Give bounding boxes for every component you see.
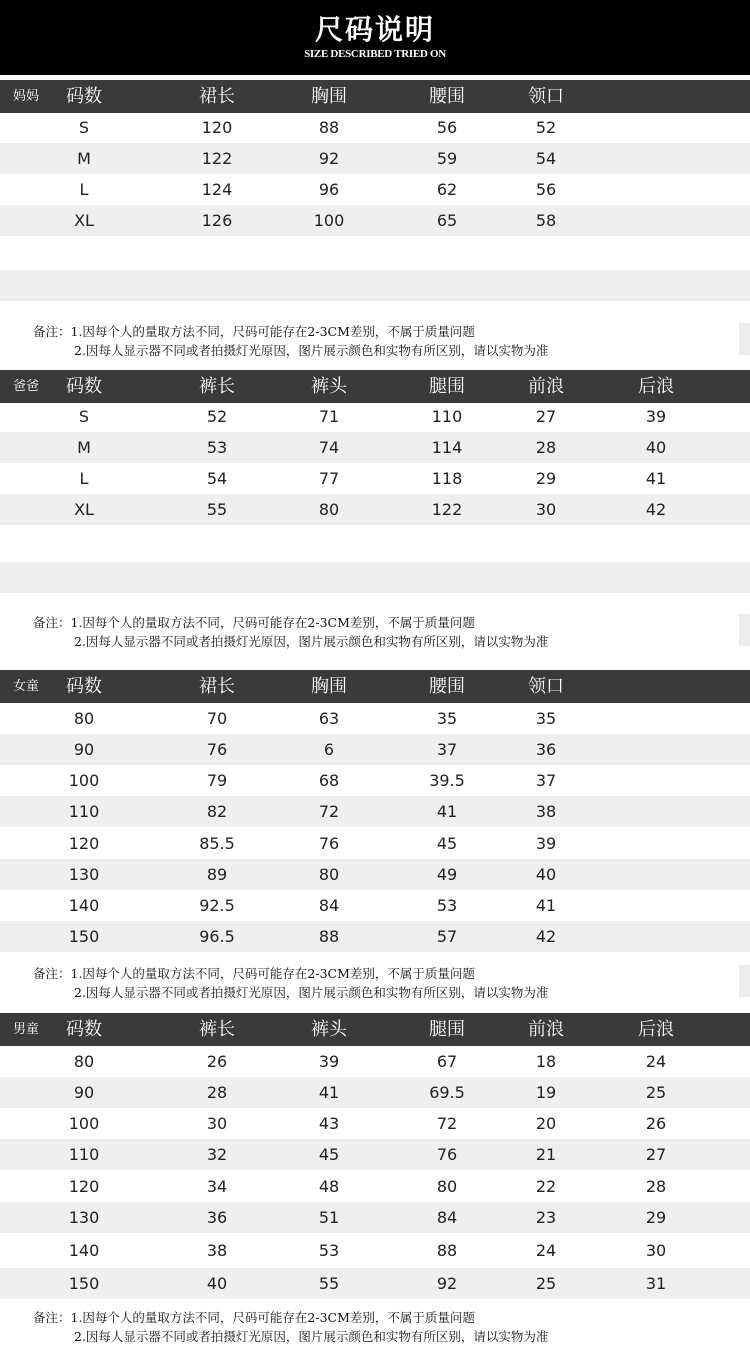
column-header: 前浪 [528, 376, 564, 397]
column-header: 裤长 [199, 376, 235, 397]
table-cell: 72 [318, 802, 340, 821]
note-block [33, 964, 548, 1002]
table-cell: 28 [535, 438, 557, 457]
table-cell: 51 [318, 1208, 340, 1227]
section-tag: 女童 [13, 679, 40, 694]
table-cell: 26 [645, 1114, 667, 1133]
table-cell: 53 [206, 438, 228, 457]
table-cell: 58 [535, 211, 557, 230]
table-header-boy [0, 1013, 750, 1046]
table-cell: 53 [436, 896, 458, 915]
table-cell: 37 [535, 771, 557, 790]
table-cell: 40 [535, 865, 557, 884]
table-cell: XL [74, 211, 94, 230]
column-header: 前浪 [528, 1019, 564, 1040]
column-header: 裤长 [199, 1019, 235, 1040]
table-cell: 24 [645, 1052, 667, 1071]
table-cell: 70 [206, 709, 228, 728]
page-subtitle: SIZE DESCRIBED TRIED ON [304, 48, 446, 60]
table-cell: L [79, 180, 89, 199]
table-cell: 20 [535, 1114, 557, 1133]
table-cell: 76 [436, 1145, 458, 1164]
table-cell: 25 [645, 1083, 667, 1102]
table-cell: 130 [68, 865, 100, 884]
note-block [33, 322, 548, 360]
table-cell: 88 [436, 1241, 458, 1260]
table-cell: 40 [206, 1274, 228, 1293]
table-cell: 62 [436, 180, 458, 199]
table-cell: 55 [318, 1274, 340, 1293]
table-cell: 31 [645, 1274, 667, 1293]
table-row [0, 921, 750, 952]
table-cell: 28 [645, 1177, 667, 1196]
table-cell: 49 [436, 865, 458, 884]
table-cell: 110 [431, 407, 463, 426]
table-cell: 37 [436, 740, 458, 759]
table-row [0, 1202, 750, 1233]
table-cell: 96.5 [199, 927, 235, 946]
note-block [33, 613, 548, 651]
table-row [0, 1108, 750, 1139]
table-cell: 65 [436, 211, 458, 230]
table-cell: 45 [318, 1145, 340, 1164]
table-cell: 54 [206, 469, 228, 488]
table-cell: 63 [318, 709, 340, 728]
table-cell: 122 [431, 500, 463, 519]
table-cell: 120 [201, 118, 233, 137]
table-cell: 27 [645, 1145, 667, 1164]
edge-mark [739, 614, 750, 646]
table-row [0, 143, 750, 174]
note-line: 2.因每人显示器不同或者拍摄灯光原因，图片展示颜色和实物有所区别，请以实物为准 [74, 985, 549, 1000]
table-row [0, 112, 750, 143]
table-cell: 59 [436, 149, 458, 168]
note-line: 备注：1.因每个人的量取方法不同，尺码可能存在2-3CM差别，不属于质量问题 [33, 966, 475, 981]
table-cell: 43 [318, 1114, 340, 1133]
table-cell: 32 [206, 1145, 228, 1164]
title-banner [0, 0, 750, 75]
table-cell: 35 [535, 709, 557, 728]
table-row [0, 1268, 750, 1299]
table-cell: 92.5 [199, 896, 235, 915]
table-cell: 90 [73, 1083, 95, 1102]
table-cell: 76 [206, 740, 228, 759]
table-row [0, 463, 750, 494]
table-cell: 110 [68, 1145, 100, 1164]
table-cell: 41 [436, 802, 458, 821]
table-cell: 67 [436, 1052, 458, 1071]
table-cell: 79 [206, 771, 228, 790]
table-cell: 126 [201, 211, 233, 230]
table-cell: 6 [323, 740, 335, 759]
table-cell: 92 [436, 1274, 458, 1293]
table-cell: 21 [535, 1145, 557, 1164]
table-cell: 36 [206, 1208, 228, 1227]
table-cell: 27 [535, 407, 557, 426]
empty-row [0, 562, 750, 593]
section-tag: 男童 [13, 1022, 40, 1037]
table-cell: 57 [436, 927, 458, 946]
table-cell: 29 [535, 469, 557, 488]
table-row [0, 828, 750, 859]
table-row [0, 432, 750, 463]
table-cell: 80 [73, 709, 95, 728]
column-header: 胸围 [311, 676, 347, 697]
table-cell: 30 [535, 500, 557, 519]
column-header: 腿围 [429, 376, 465, 397]
table-cell: 110 [68, 802, 100, 821]
table-cell: 42 [645, 500, 667, 519]
table-cell: 140 [68, 896, 100, 915]
table-cell: 35 [436, 709, 458, 728]
table-cell: S [78, 407, 90, 426]
note-block [33, 1308, 548, 1346]
column-header: 码数 [66, 1019, 102, 1040]
table-cell: 76 [318, 834, 340, 853]
table-row [0, 703, 750, 734]
column-header: 腰围 [429, 676, 465, 697]
table-cell: 77 [318, 469, 340, 488]
table-cell: 40 [645, 438, 667, 457]
column-header: 腰围 [429, 86, 465, 107]
table-row [0, 1077, 750, 1108]
table-cell: L [79, 469, 89, 488]
table-row [0, 734, 750, 765]
note-line: 备注：1.因每个人的量取方法不同，尺码可能存在2-3CM差别，不属于质量问题 [33, 324, 475, 339]
table-row [0, 205, 750, 236]
table-cell: 53 [318, 1241, 340, 1260]
column-header: 码数 [66, 676, 102, 697]
table-cell: 39 [535, 834, 557, 853]
table-cell: 42 [535, 927, 557, 946]
table-cell: M [77, 149, 91, 168]
table-cell: 28 [206, 1083, 228, 1102]
table-cell: 80 [318, 865, 340, 884]
table-row [0, 890, 750, 921]
column-header: 码数 [66, 376, 102, 397]
table-row [0, 765, 750, 796]
table-header-mom [0, 80, 750, 113]
column-header: 领口 [528, 86, 564, 107]
table-cell: 82 [206, 802, 228, 821]
table-row [0, 859, 750, 890]
table-cell: M [77, 438, 91, 457]
table-cell: S [78, 118, 90, 137]
column-header: 裙长 [199, 86, 235, 107]
edge-mark [739, 323, 750, 355]
table-cell: 150 [68, 1274, 100, 1293]
table-cell: 41 [318, 1083, 340, 1102]
column-header: 胸围 [311, 86, 347, 107]
table-cell: 41 [645, 469, 667, 488]
table-cell: 80 [318, 500, 340, 519]
table-cell: 30 [645, 1241, 667, 1260]
table-cell: XL [74, 500, 94, 519]
column-header: 领口 [528, 676, 564, 697]
table-cell: 52 [535, 118, 557, 137]
column-header: 腿围 [429, 1019, 465, 1040]
table-cell: 36 [535, 740, 557, 759]
table-cell: 90 [73, 740, 95, 759]
table-row [0, 401, 750, 432]
table-cell: 23 [535, 1208, 557, 1227]
table-cell: 68 [318, 771, 340, 790]
edge-mark [739, 965, 750, 997]
table-header-dad [0, 370, 750, 403]
table-cell: 52 [206, 407, 228, 426]
column-header: 后浪 [638, 376, 674, 397]
table-cell: 30 [206, 1114, 228, 1133]
table-cell: 69.5 [429, 1083, 465, 1102]
table-cell: 39 [645, 407, 667, 426]
empty-row [0, 270, 750, 301]
table-cell: 25 [535, 1274, 557, 1293]
table-row [0, 494, 750, 525]
table-cell: 84 [318, 896, 340, 915]
table-cell: 122 [201, 149, 233, 168]
table-header-girl [0, 670, 750, 703]
table-cell: 150 [68, 927, 100, 946]
table-cell: 19 [535, 1083, 557, 1102]
table-cell: 72 [436, 1114, 458, 1133]
table-cell: 55 [206, 500, 228, 519]
table-row [0, 1139, 750, 1170]
table-cell: 88 [318, 118, 340, 137]
table-cell: 80 [436, 1177, 458, 1196]
table-cell: 100 [68, 771, 100, 790]
table-cell: 41 [535, 896, 557, 915]
table-cell: 34 [206, 1177, 228, 1196]
column-header: 码数 [66, 86, 102, 107]
table-cell: 92 [318, 149, 340, 168]
table-cell: 54 [535, 149, 557, 168]
note-line: 备注：1.因每个人的量取方法不同，尺码可能存在2-3CM差别，不属于质量问题 [33, 615, 475, 630]
table-row [0, 1171, 750, 1202]
table-cell: 74 [318, 438, 340, 457]
table-cell: 24 [535, 1241, 557, 1260]
page-title: 尺码说明 [314, 13, 435, 46]
table-cell: 124 [201, 180, 233, 199]
column-header: 裤头 [311, 376, 347, 397]
table-cell: 88 [318, 927, 340, 946]
table-cell: 71 [318, 407, 340, 426]
table-cell: 18 [535, 1052, 557, 1071]
table-cell: 39 [318, 1052, 340, 1071]
table-cell: 39.5 [429, 771, 465, 790]
table-cell: 38 [535, 802, 557, 821]
table-cell: 96 [318, 180, 340, 199]
table-row [0, 1235, 750, 1266]
table-cell: 56 [436, 118, 458, 137]
table-row [0, 174, 750, 205]
column-header: 裤头 [311, 1019, 347, 1040]
table-cell: 120 [68, 834, 100, 853]
table-cell: 114 [431, 438, 463, 457]
note-line: 2.因每人显示器不同或者拍摄灯光原因，图片展示颜色和实物有所区别，请以实物为准 [74, 1329, 549, 1344]
table-cell: 80 [73, 1052, 95, 1071]
column-header: 后浪 [638, 1019, 674, 1040]
column-header: 裙长 [199, 676, 235, 697]
table-cell: 48 [318, 1177, 340, 1196]
table-cell: 38 [206, 1241, 228, 1260]
table-cell: 100 [313, 211, 345, 230]
note-line: 2.因每人显示器不同或者拍摄灯光原因，图片展示颜色和实物有所区别，请以实物为准 [74, 634, 549, 649]
table-cell: 140 [68, 1241, 100, 1260]
table-cell: 118 [431, 469, 463, 488]
table-cell: 89 [206, 865, 228, 884]
note-line: 2.因每人显示器不同或者拍摄灯光原因，图片展示颜色和实物有所区别，请以实物为准 [74, 343, 549, 358]
table-cell: 29 [645, 1208, 667, 1227]
table-row [0, 796, 750, 827]
table-cell: 100 [68, 1114, 100, 1133]
section-tag: 妈妈 [13, 89, 40, 104]
table-cell: 45 [436, 834, 458, 853]
table-row [0, 1046, 750, 1077]
table-cell: 84 [436, 1208, 458, 1227]
table-cell: 26 [206, 1052, 228, 1071]
table-cell: 56 [535, 180, 557, 199]
table-cell: 130 [68, 1208, 100, 1227]
table-cell: 85.5 [199, 834, 235, 853]
note-line: 备注：1.因每个人的量取方法不同，尺码可能存在2-3CM差别，不属于质量问题 [33, 1310, 475, 1325]
section-tag: 爸爸 [13, 379, 40, 394]
table-cell: 120 [68, 1177, 100, 1196]
table-cell: 22 [535, 1177, 557, 1196]
